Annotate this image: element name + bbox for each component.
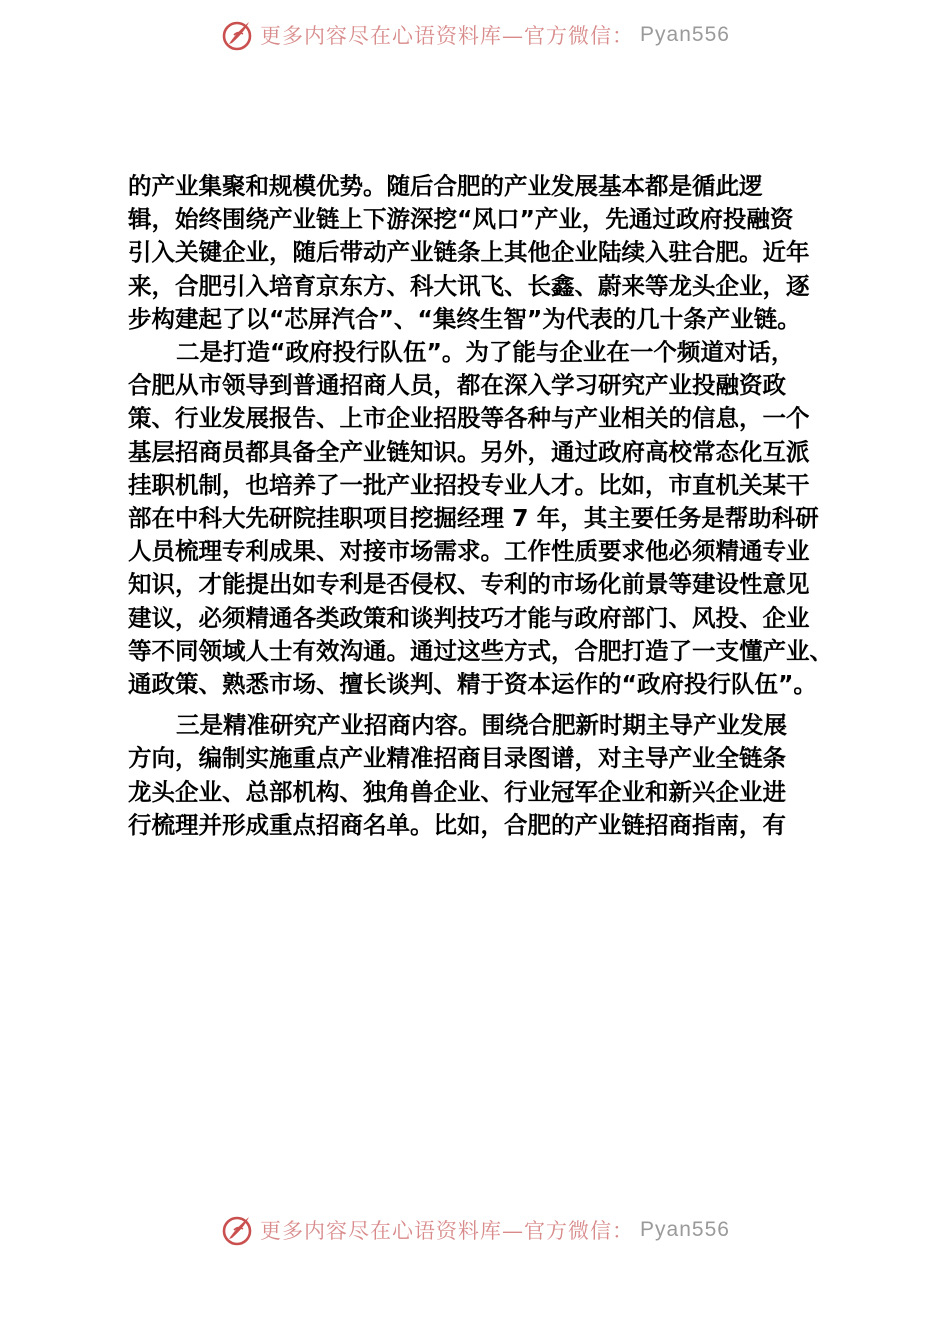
watermark-text: 更多内容尽在心语资料库—官方微信： xyxy=(260,1219,635,1243)
text-line: 来，合肥引入培育京东方、科大讯飞、长鑫、蔚来等龙头企业，逐 xyxy=(128,271,810,300)
header-watermark xyxy=(0,18,950,52)
text-line: 辑，始终围绕产业链上下游深挖“风口”产业，先通过政府投融资 xyxy=(128,205,794,234)
text-line: 合肥从市领导到普通招商人员，都在深入学习研究产业投融资政 xyxy=(128,371,786,400)
text-line: 部在中科大先研院挂职项目挖掘经理 7 年，其主要任务是帮助科研 xyxy=(128,504,819,533)
text-line: 三是精准研究产业招商内容。围绕合肥新时期主导产业发展 xyxy=(176,711,787,740)
text-line: 人员梳理专利成果、对接市场需求。工作性质要求他必须精通专业 xyxy=(128,537,810,566)
watermark-wechat-id: Pyan556 xyxy=(640,23,730,46)
document-body xyxy=(128,170,858,842)
paragraph-2 xyxy=(128,336,858,701)
paragraph-1 xyxy=(128,170,858,336)
text-line: 等不同领域人士有效沟通。通过这些方式，合肥打造了一支懂产业、 xyxy=(128,636,833,665)
paragraph-3 xyxy=(128,709,858,842)
text-line: 方向，编制实施重点产业精准招商目录图谱，对主导产业全链条 xyxy=(128,744,786,773)
text-line: 二是打造“政府投行队伍”。为了能与企业在一个频道对话， xyxy=(176,338,795,367)
text-line: 策、行业发展报告、上市企业招股等各种与产业相关的信息，一个 xyxy=(128,404,810,433)
text-line: 基层招商员都具备全产业链知识。另外，通过政府高校常态化互派 xyxy=(128,437,810,466)
text-line: 的产业集聚和规模优势。随后合肥的产业发展基本都是循此逻 xyxy=(128,172,763,200)
text-line: 知识，才能提出如专利是否侵权、专利的市场化前景等建设性意见 xyxy=(128,570,810,599)
text-line: 挂职机制，也培养了一批产业招投专业人才。比如，市直机关某干 xyxy=(128,470,810,499)
text-line: 行梳理并形成重点招商名单。比如，合肥的产业链招商指南，有 xyxy=(128,810,786,839)
quill-circle-logo-icon xyxy=(220,1213,254,1247)
text-line: 引入关键企业，随后带动产业链条上其他企业陆续入驻合肥。近年 xyxy=(128,238,810,267)
watermark-text: 更多内容尽在心语资料库—官方微信： xyxy=(260,24,635,48)
text-line: 通政策、熟悉市场、擅长谈判、精于资本运作的“政府投行队伍”。 xyxy=(128,670,817,699)
text-line: 建议，必须精通各类政策和谈判技巧才能与政府部门、风投、企业 xyxy=(128,603,810,632)
text-line: 龙头企业、总部机构、独角兽企业、行业冠军企业和新兴企业进 xyxy=(128,777,786,806)
footer-watermark xyxy=(0,1213,950,1247)
quill-circle-logo-icon xyxy=(220,18,254,52)
text-line: 步构建起了以“芯屏汽合”、“集终生智”为代表的几十条产业链。 xyxy=(128,304,801,333)
watermark-wechat-id: Pyan556 xyxy=(640,1218,730,1241)
